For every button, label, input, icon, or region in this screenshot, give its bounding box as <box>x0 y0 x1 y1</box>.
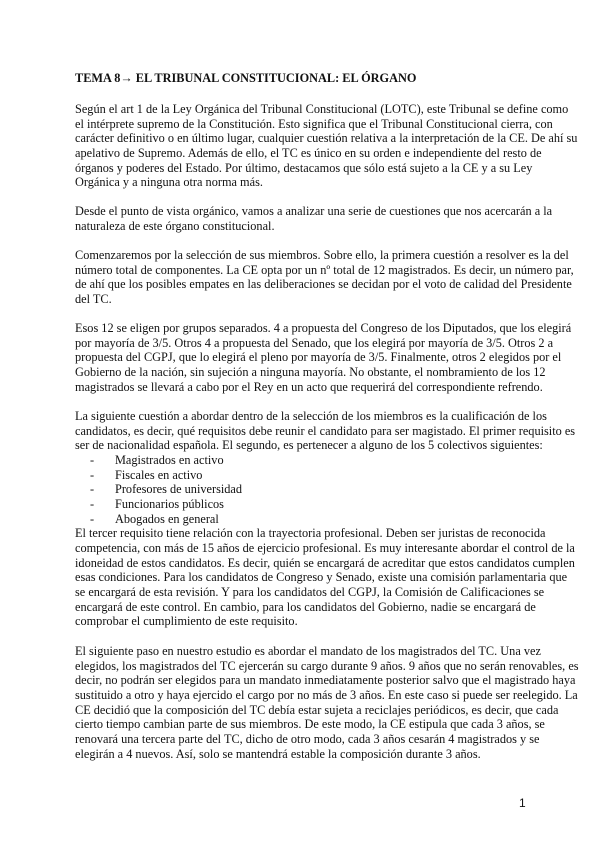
paragraph-members <box>75 248 574 307</box>
text-line: de ahí que los posibles empates en las deliberaciones se decidan por el voto de calidad del Presidente <box>75 277 572 292</box>
text-line: Desde el punto de vista orgánico, vamos a analizar una serie de cuestiones que nos acercarán a la <box>75 204 553 218</box>
bullet-dash: - <box>90 511 95 526</box>
text-line: Orgánica y a ninguna otra norma más. <box>75 175 263 190</box>
page-number: 1 <box>519 796 526 810</box>
text-line: carácter definitivo o en último lugar, cualquier cuestión relativa a la interpretación de la CE. De ahí su <box>75 131 578 146</box>
text-line: número total de componentes. La CE opta por un nº total de 12 magistrados. Es decir, un número par, <box>75 262 574 277</box>
text-line: esas condiciones. Para los candidatos de Congreso y Senado, existe una comisión parlamentaria que <box>75 570 568 585</box>
list-item-label: Profesores de universidad <box>115 482 243 497</box>
text-line: apelativo de Supremo. Además de ello, el TC es único en su orden e independiente del resto de <box>75 145 542 160</box>
list-item-label: Abogados en general <box>115 511 219 526</box>
list-item-label: Magistrados en activo <box>115 452 224 467</box>
text-line: Esos 12 se eligen por grupos separados. 4 a propuesta del Congreso de los Diputados, que los elegirá <box>75 321 572 335</box>
text-line: competencia, con más de 15 años de ejercicio profesional. Es muy interesante abordar el control de la <box>75 540 575 555</box>
paragraph-election <box>75 321 572 394</box>
text-line: sustituido a otro y haya ejercido el cargo por no más de 3 años. En este caso si puede ser reelegido. La <box>75 687 578 702</box>
list-item <box>75 497 545 512</box>
text-line: El siguiente paso en nuestro estudio es abordar el mandato de los magistrados del TC. Una vez <box>75 644 541 658</box>
text-line: candidatos, es decir, qué requisitos debe reunir el candidato para ser magistado. El primer requisito es <box>75 423 576 438</box>
text-line: elegirán a 4 nuevos. Así, solo se mantendrá estable la composición durante 3 años. <box>75 746 481 761</box>
text-line: CE decidió que la composición del TC debía estar sujeta a reciclajes periódicos, es decir, que cada <box>75 702 559 717</box>
text-line: se encargará de esta revisión. Y para los candidatos del CGPJ, la Comisión de Calificaciones se <box>75 584 545 599</box>
text-line: ser de nacionalidad española. El segundo, es pertenecer a alguno de los 5 colectivos siguientes: <box>75 438 543 453</box>
bullet-dash: - <box>90 467 95 482</box>
text-line: Comenzaremos por la selección de sus miembros. Sobre ello, la primera cuestión a resolver es la del <box>75 248 569 262</box>
text-line: naturaleza de este órgano constitucional. <box>75 218 275 233</box>
text-line: por mayoría de 3/5. Otros 4 a propuesta del Senado, que los elegirá por mayoría de 3/5. Otros 2 a <box>75 335 554 350</box>
bullet-dash: - <box>90 452 95 467</box>
list-item <box>75 512 545 527</box>
text-line: cierto tiempo cambian parte de sus miembros. De este modo, la CE estipula que cada 3 años, se <box>75 717 545 732</box>
list-item-label: Funcionarios públicos <box>115 496 224 511</box>
list-item <box>75 482 545 497</box>
text-line: El tercer requisito tiene relación con la trayectoria profesional. Deben ser juristas de reconocida <box>75 526 546 541</box>
text-line: el intérprete supremo de la Constitución. Esto significa que el Tribunal Constitucional cierra, con <box>75 116 553 131</box>
text-line: del TC. <box>75 291 112 306</box>
document-title: TEMA 8→ EL TRIBUNAL CONSTITUCIONAL: EL ÓRGANO <box>75 71 417 85</box>
text-line: Gobierno de la nación, sin sujeción a ninguna mayoría. No obstante, el nombramiento de los 12 <box>75 364 546 379</box>
text-line: renovará una tercera parte del TC, dicho de otro modo, cada 3 años cesarán 4 magistrados y se <box>75 731 540 746</box>
text-line: elegidos, los magistrados del TC ejercerán su cargo durante 9 años. 9 años que no serán renovables, es <box>75 658 579 673</box>
text-line: idoneidad de estos candidatos. Es decir, quién se encargará de acreditar que estos candidatos cumplen <box>75 555 575 570</box>
bullet-dash: - <box>90 482 95 497</box>
text-line: encargará de este control. En cambio, para los candidatos del Gobierno, nadie se encargará de <box>75 599 536 614</box>
paragraph-qualification <box>75 409 576 629</box>
list-item <box>75 453 545 468</box>
text-line: La siguiente cuestión a abordar dentro de la selección de los miembros es la cualificación de los <box>75 409 547 423</box>
text-line: Según el art 1 de la Ley Orgánica del Tribunal Constitucional (LOTC), este Tribunal se define como <box>75 102 569 116</box>
list-item-label: Fiscales en activo <box>115 467 203 482</box>
bullet-dash: - <box>90 496 95 511</box>
text-line: magistrados se llevará a cabo por el Rey en un acto que requerirá del correspondiente refrendo. <box>75 379 543 394</box>
paragraph-mandate <box>75 644 579 761</box>
list-item <box>75 468 545 483</box>
text-line: órganos y poderes del Estado. Por último, destacamos que sólo está sujeto a la CE y a su Ley <box>75 160 533 175</box>
paragraph-intro <box>75 102 578 190</box>
text-line: comprobar el cumplimiento de este requisito. <box>75 614 298 629</box>
paragraph-organic-view <box>75 204 553 233</box>
text-line: decir, no podrán ser elegidos para un mandato inmediatamente posterior salvo que el magistrado haya <box>75 673 576 688</box>
collectives-list <box>75 453 545 526</box>
text-line: propuesta del CGPJ, que lo elegirá el pleno por mayoría de 3/5. Finalmente, otros 2 elegidos por el <box>75 350 562 365</box>
